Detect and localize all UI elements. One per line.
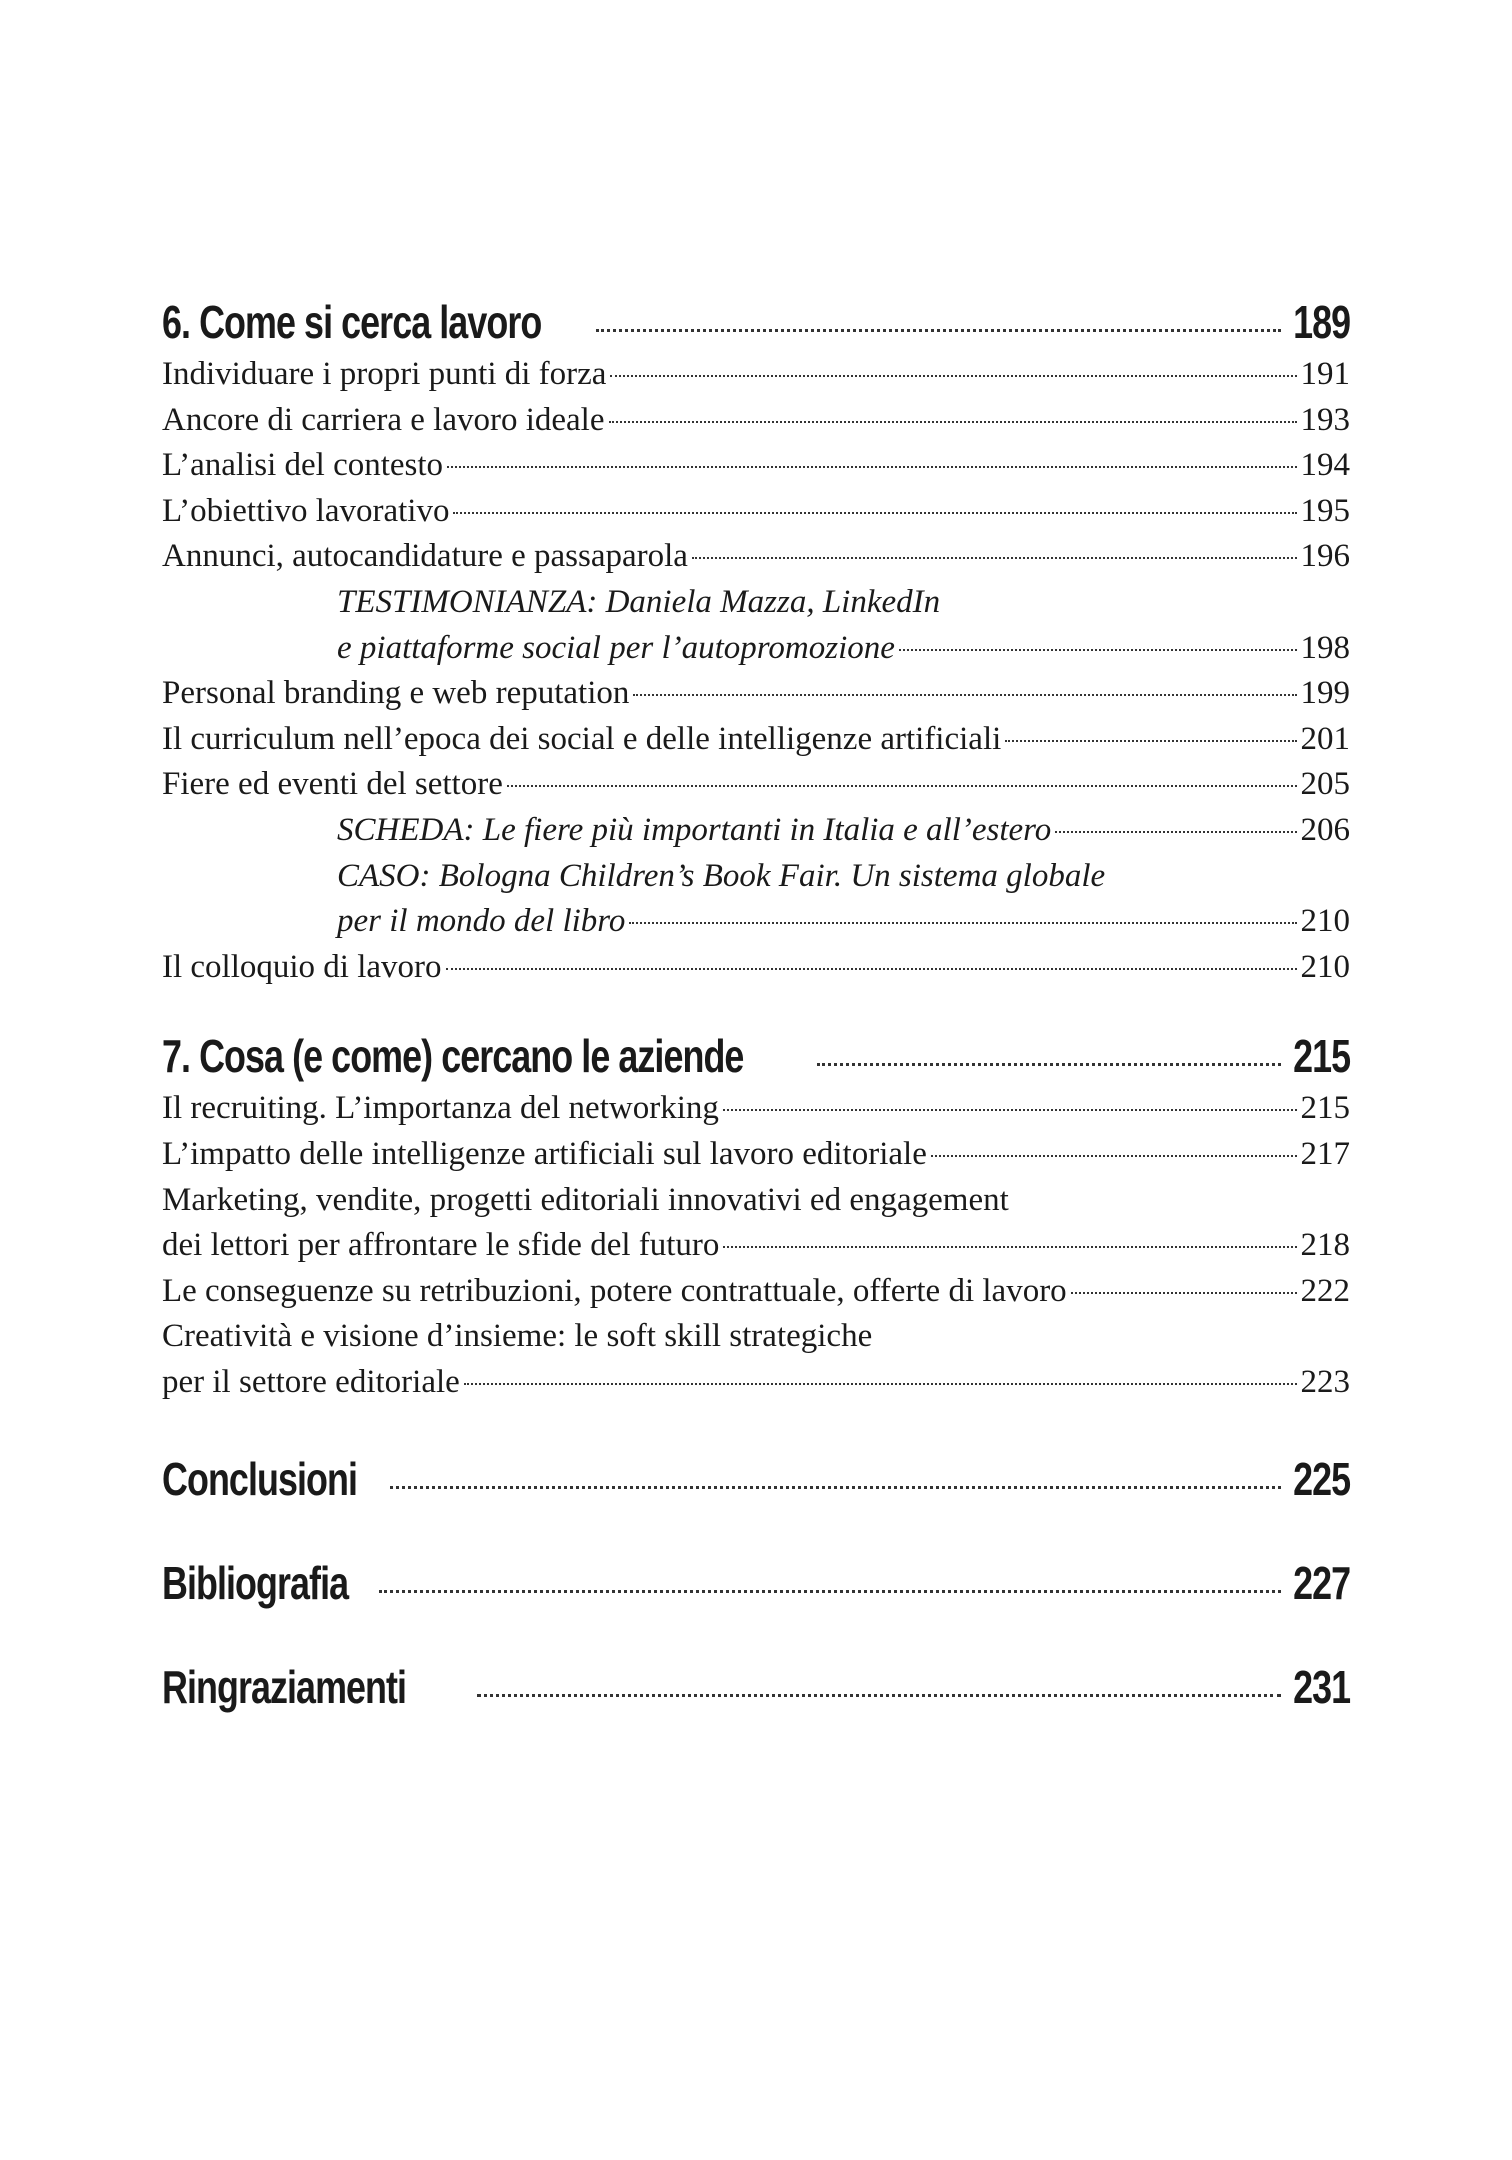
toc-ringraziamenti (162, 1657, 1350, 1717)
toc-entry (162, 671, 1350, 717)
entry-title: L’analisi del contesto (162, 447, 444, 484)
chapter-page-number: 227 (1292, 1557, 1350, 1610)
toc-entry (162, 534, 1350, 580)
toc-entry (162, 1086, 1350, 1132)
entry-page-number: 205 (1300, 766, 1350, 803)
chapter-page-number: 189 (1292, 296, 1350, 348)
entry-page-number: 193 (1300, 401, 1350, 438)
entry-title: per il settore editoriale (162, 1363, 460, 1400)
toc-entry (162, 352, 1350, 398)
dot-leader (629, 922, 1296, 924)
entry-page-number: 201 (1300, 720, 1350, 757)
entry-page-number: 210 (1300, 948, 1350, 985)
toc-subentry (162, 899, 1350, 945)
chapter-title: 7. Cosa (e come) cercano le aziende (162, 1030, 744, 1083)
entry-title: Personal branding e web reputation (162, 675, 630, 712)
table-of-contents (162, 292, 1350, 1717)
dot-leader (1055, 831, 1296, 833)
dot-leader (931, 1155, 1297, 1157)
toc-entry (162, 1360, 1350, 1406)
dot-leader (1071, 1292, 1297, 1294)
chapter-title: Bibliografia (162, 1557, 349, 1610)
chapter-title: 6. Come si cerca lavoro (162, 296, 542, 348)
dot-leader (464, 1383, 1297, 1385)
entry-title: dei lettori per affrontare le sfide del futuro (162, 1227, 720, 1264)
dot-leader (390, 1486, 1281, 1489)
entry-page-number: 199 (1300, 675, 1350, 712)
entry-title: Il colloquio di lavoro (162, 948, 442, 985)
toc-subentry (162, 808, 1350, 854)
entry-title: L’impatto delle intelligenze artificiali sul lavoro editoriale (162, 1135, 927, 1172)
entry-page-number: 206 (1300, 811, 1350, 848)
entry-page-number: 222 (1300, 1272, 1350, 1309)
dot-leader (723, 1109, 1297, 1111)
dot-leader (609, 421, 1297, 423)
dot-leader (477, 1694, 1281, 1697)
entry-title: Fiere ed eventi del settore (162, 766, 503, 803)
entry-title: L’obiettivo lavorativo (162, 492, 450, 529)
entry-title: Individuare i propri punti di forza (162, 356, 607, 392)
toc-entry (162, 762, 1350, 808)
toc-chapter-6 (162, 292, 1350, 352)
chapter-page-number: 231 (1292, 1661, 1350, 1714)
toc-subentry-line1: CASO: Bologna Children’s Book Fair. Un sistema globale (337, 857, 1106, 894)
toc-entry (162, 489, 1350, 535)
entry-page-number: 217 (1300, 1135, 1350, 1172)
toc-subentry-line1: TESTIMONIANZA: Daniela Mazza, LinkedIn (337, 583, 941, 620)
entry-title: Annunci, autocandidature e passaparola (162, 538, 688, 575)
toc-entry (162, 717, 1350, 763)
entry-title: SCHEDA: Le fiere più importanti in Italia e all’estero (337, 811, 1052, 848)
chapter-page-number: 215 (1292, 1030, 1350, 1083)
toc-subentry (162, 626, 1350, 672)
dot-leader (723, 1246, 1296, 1248)
entry-page-number: 218 (1300, 1227, 1350, 1264)
entry-page-number: 210 (1300, 903, 1350, 940)
entry-title: per il mondo del libro (337, 903, 626, 940)
dot-leader (453, 512, 1296, 514)
dot-leader (692, 557, 1297, 559)
chapter-page-number: 225 (1292, 1453, 1350, 1506)
entry-title: e piattaforme social per l’autopromozione (337, 629, 895, 666)
entry-page-number: 215 (1300, 1090, 1350, 1127)
dot-leader (596, 329, 1281, 332)
dot-leader (1005, 740, 1296, 742)
chapter-title: Ringraziamenti (162, 1661, 407, 1714)
entry-title: Le conseguenze su retribuzioni, potere contrattuale, offerte di lavoro (162, 1272, 1067, 1309)
dot-leader (379, 1590, 1281, 1593)
toc-entry-line1: Marketing, vendite, progetti editoriali innovativi ed engagement (162, 1181, 1009, 1218)
entry-title: Il recruiting. L’importanza del networking (162, 1090, 719, 1127)
dot-leader (447, 466, 1296, 468)
dot-leader (633, 694, 1296, 696)
entry-page-number: 196 (1300, 538, 1350, 575)
dot-leader (507, 785, 1297, 787)
toc-entry (162, 1269, 1350, 1315)
toc-conclusioni (162, 1449, 1350, 1509)
toc-entry (162, 1132, 1350, 1178)
toc-entry (162, 945, 1350, 991)
dot-leader (817, 1063, 1280, 1066)
entry-title: Ancore di carriera e lavoro ideale (162, 401, 605, 438)
toc-entry (162, 398, 1350, 444)
toc-entry-line1: Creatività e visione d’insieme: le soft skill strategiche (162, 1318, 873, 1355)
dot-leader (610, 375, 1296, 377)
entry-page-number: 198 (1300, 629, 1350, 666)
dot-leader (446, 968, 1297, 970)
entry-title: Il curriculum nell’epoca dei social e delle intelligenze artificiali (162, 720, 1002, 757)
entry-page-number: 191 (1300, 356, 1350, 392)
entry-page-number: 194 (1300, 447, 1350, 484)
entry-page-number: 223 (1300, 1363, 1350, 1400)
toc-entry (162, 1223, 1350, 1269)
toc-chapter-7 (162, 1026, 1350, 1086)
toc-entry (162, 443, 1350, 489)
dot-leader (899, 649, 1297, 651)
entry-page-number: 195 (1300, 492, 1350, 529)
toc-bibliografia (162, 1553, 1350, 1613)
chapter-title: Conclusioni (162, 1453, 358, 1506)
